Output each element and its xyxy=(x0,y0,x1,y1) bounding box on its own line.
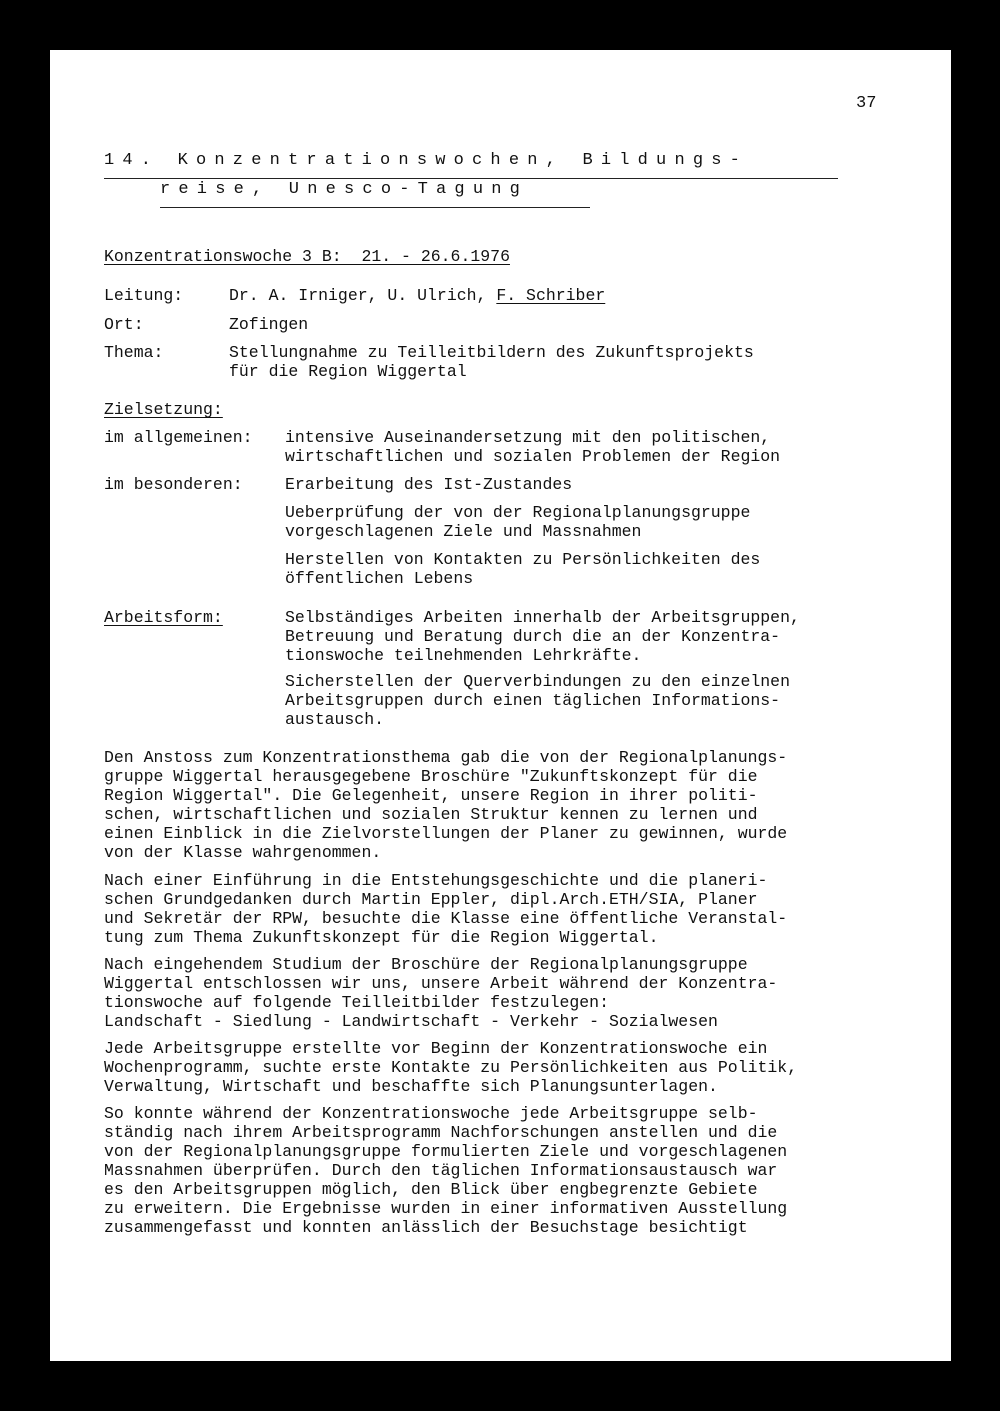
body-paragraph: Nach einer Einführung in die Entstehungsgeschichte und die planeri- schen Grundgedanken durch Martin Eppler, dipl.Arch.ETH/SIA, Planer und Sekretär der RPW, besuchte die Klasse eine öffentliche Veranstal- tung zum Thema Zukunftskonzept für die Region Wiggertal. xyxy=(104,871,788,947)
body-paragraph: Jede Arbeitsgruppe erstellte vor Beginn der Konzentrationswoche ein Wochenprogramm, suchte erste Kontakte zu Persönlichkeiten aus Politik, Verwaltung, Wirtschaft und beschaffte sich Planungsunterlagen. xyxy=(104,1039,798,1096)
body-paragraph: Nach eingehendem Studium der Broschüre der Regionalplanungsgruppe Wiggertal entschlossen wir uns, unsere Arbeit während der Konzentra- tionswoche auf folgende Teilleitbilder festzulegen: Landschaft - Siedlung - Landwirtschaft - Verkehr - Sozialwesen xyxy=(104,955,778,1031)
section-title: Konzentrationswoche 3 B: 21. - 26.6.1976 xyxy=(104,247,510,266)
besonderen-item: Herstellen von Kontakten zu Persönlichkeiten des öffentlichen Lebens xyxy=(285,550,761,588)
ort-value: Zofingen xyxy=(229,315,309,334)
document-page xyxy=(50,50,951,1361)
thema-label: Thema: xyxy=(104,343,164,362)
chapter-heading-line1: 14. Konzentrationswochen, Bildungs- xyxy=(104,151,749,170)
leitung-underlined-name: F. Schriber xyxy=(496,286,606,305)
allgemein-value: intensive Auseinandersetzung mit den politischen, wirtschaftlichen und sozialen Problemen der Region xyxy=(285,428,781,466)
heading-rule-2 xyxy=(160,207,590,208)
page-number: 37 xyxy=(856,94,877,113)
thema-value: Stellungnahme zu Teilleitbildern des Zukunftsprojekts für die Region Wiggertal xyxy=(229,343,754,381)
body-paragraph: Den Anstoss zum Konzentrationsthema gab die von der Regionalplanungs- gruppe Wiggertal herausgegebene Broschüre "Zukunftskonzept für die Region Wiggertal". Die Gelegenheit, unsere Region in ihrer politi- schen, wirtschaftlichen und sozialen Struktur kennen zu lernen und einen Einblick in die Zielvorstellungen der Planer zu gewinnen, wurde von der Klasse wahrgenommen. xyxy=(104,748,788,862)
leitung-value xyxy=(229,286,605,305)
besonderen-item: Erarbeitung des Ist-Zustandes xyxy=(285,475,573,494)
heading-rule-1 xyxy=(104,178,838,179)
besonderen-label: im besonderen: xyxy=(104,475,243,494)
chapter-heading-line2: reise, Unesco-Tagung xyxy=(160,180,529,199)
arbeitsform-title: Arbeitsform: xyxy=(104,608,223,627)
arbeitsform-item: Selbständiges Arbeiten innerhalb der Arbeitsgruppen, Betreuung und Beratung durch die an der Konzentra- tionswoche teilnehmenden Lehrkräfte. xyxy=(285,608,800,665)
leitung-label: Leitung: xyxy=(104,286,184,305)
allgemein-label: im allgemeinen: xyxy=(104,428,253,447)
zielsetzung-title: Zielsetzung: xyxy=(104,400,223,419)
besonderen-item: Ueberprüfung der von der Regionalplanungsgruppe vorgeschlagenen Ziele und Massnahmen xyxy=(285,503,751,541)
leitung-names: Dr. A. Irniger, U. Ulrich, xyxy=(229,286,497,305)
ort-label: Ort: xyxy=(104,315,144,334)
arbeitsform-item: Sicherstellen der Querverbindungen zu den einzelnen Arbeitsgruppen durch einen täglichen Informations- austausch. xyxy=(285,672,790,729)
body-paragraph: So konnte während der Konzentrationswoche jede Arbeitsgruppe selb- ständig nach ihrem Arbeitsprogramm Nachforschungen anstellen und die von der Regionalplanungsgruppe formulierten Ziele und vorgeschlagenen Massnahmen überprüfen. Durch den täglichen Informationsaustausch war es den Arbeitsgruppen möglich, den Blick über engbegrenzte Gebiete zu erweitern. Die Ergebnisse wurden in einer informativen Ausstellung zusammengefasst und konnten anlässlich der Besuchstage besichtigt xyxy=(104,1104,788,1237)
